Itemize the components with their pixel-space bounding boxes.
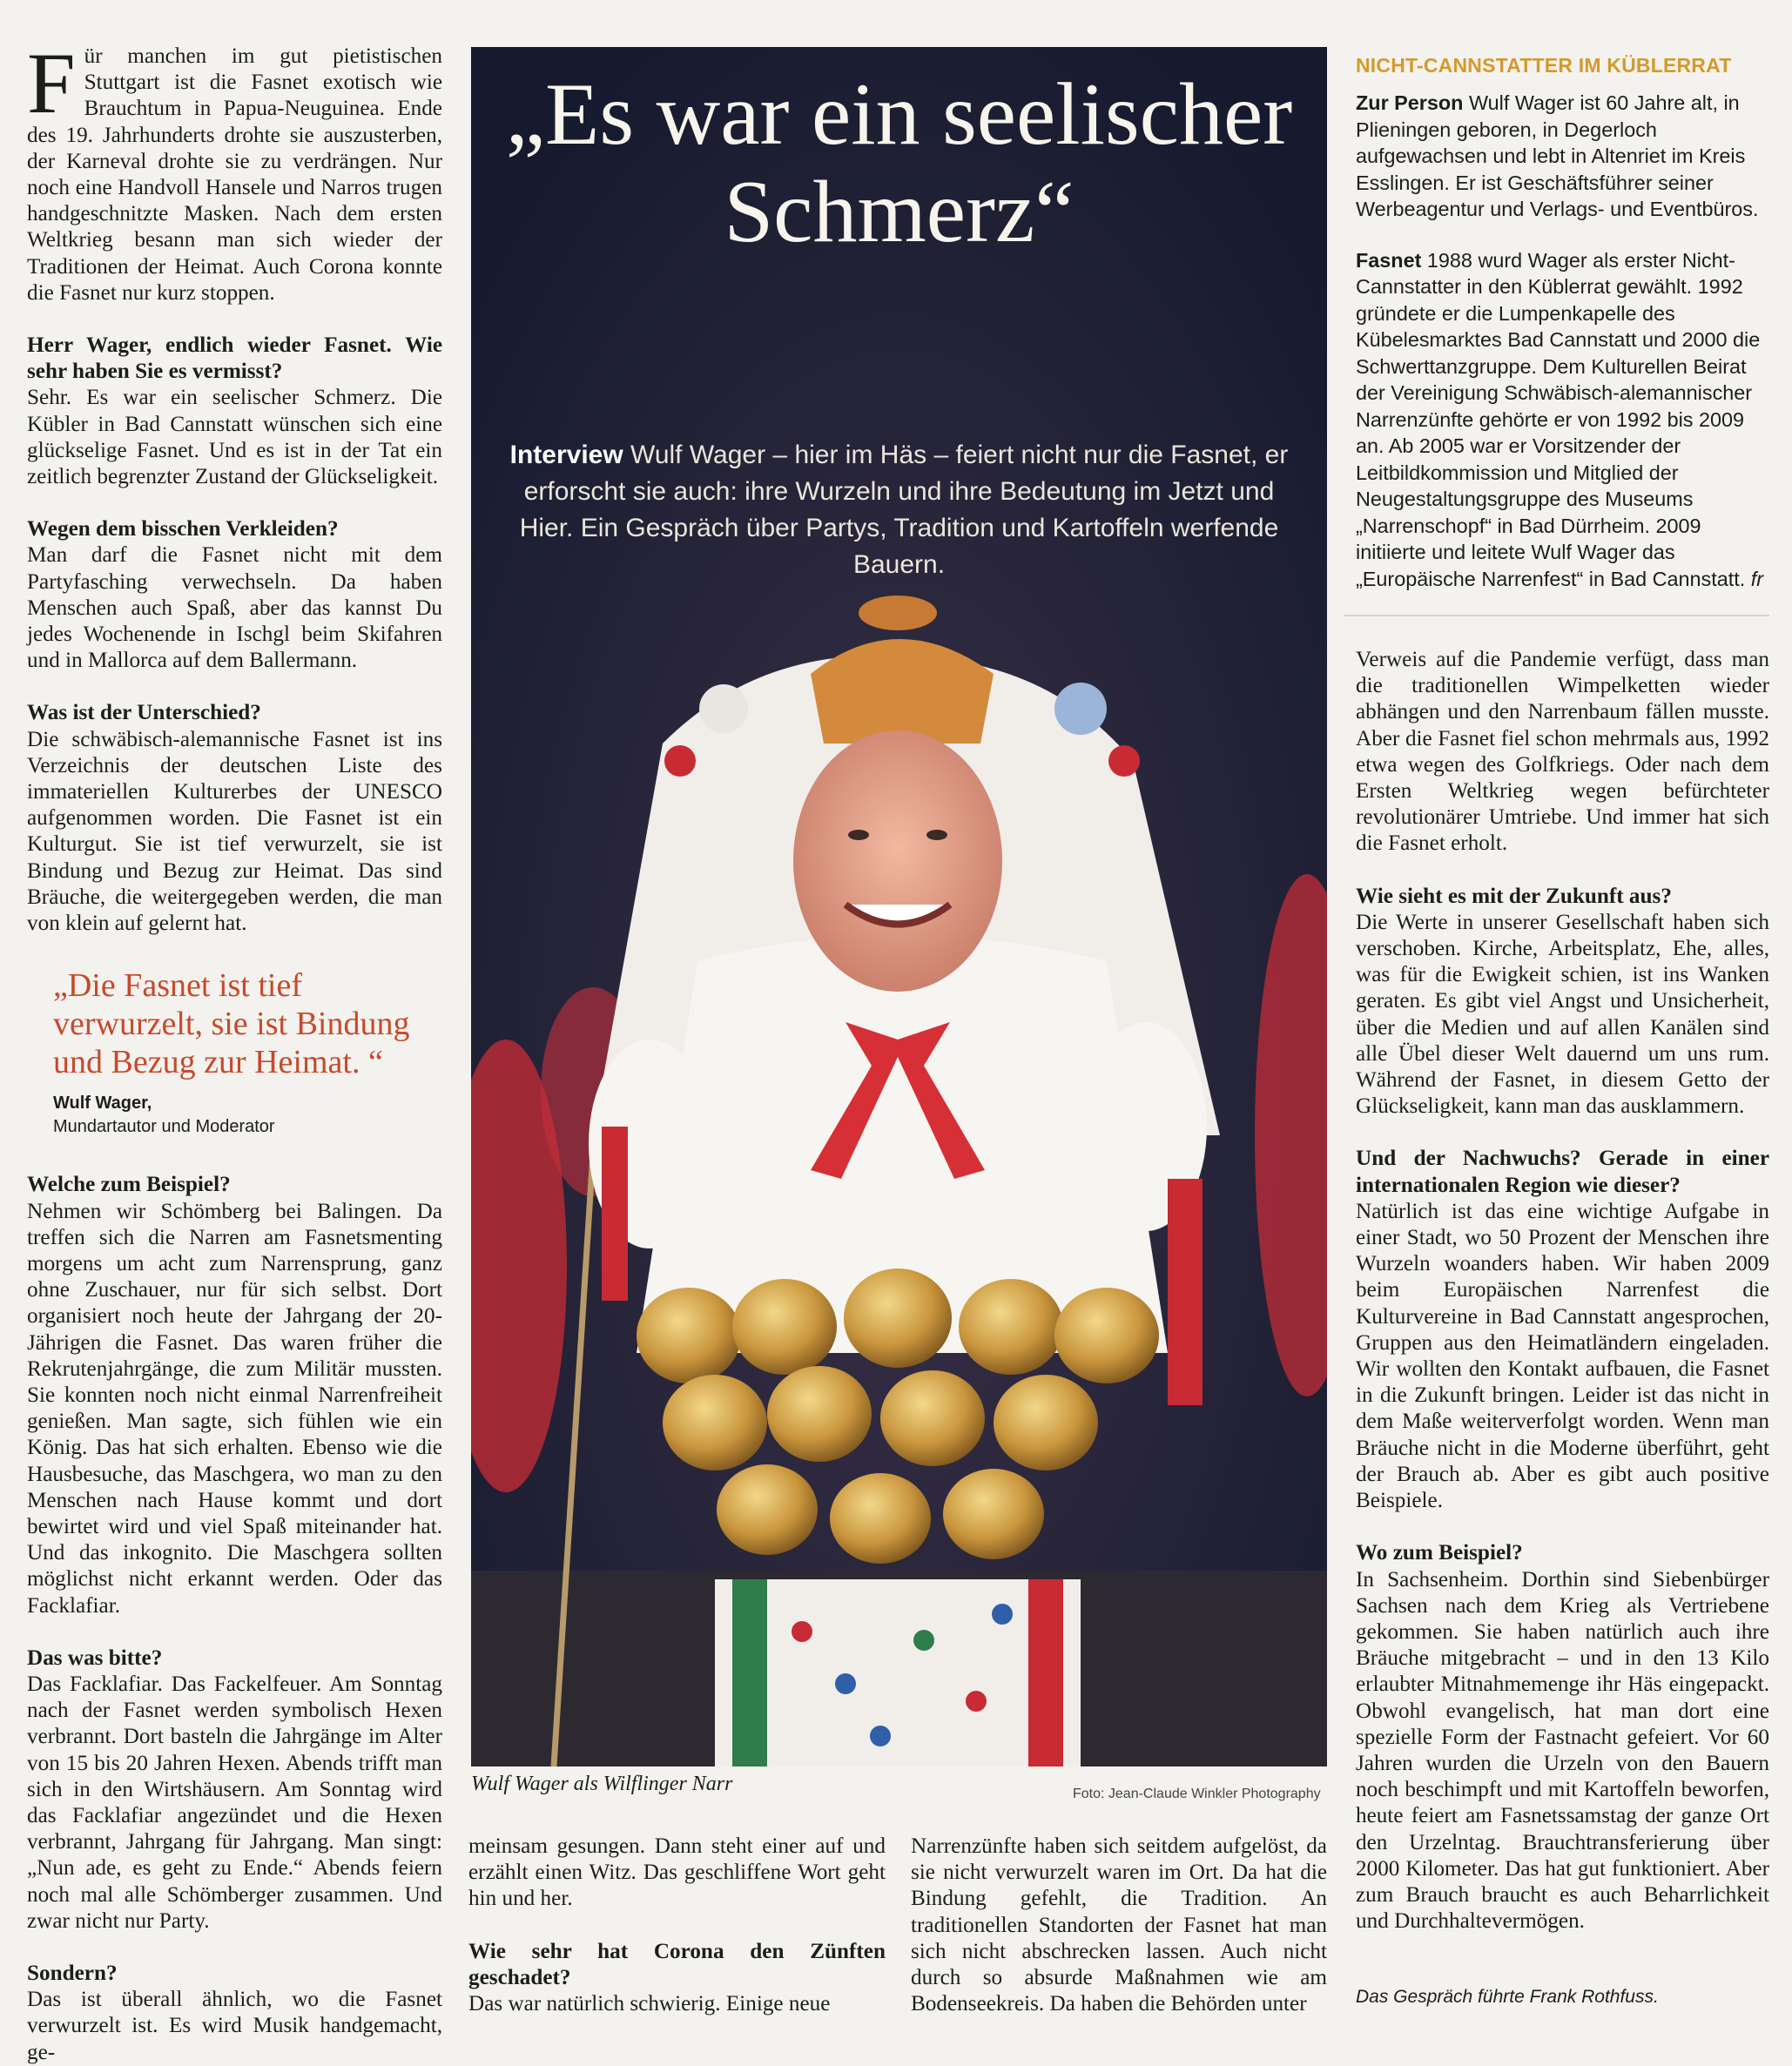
info-person: Zur Person Wulf Wager ist 60 Jahre alt, in Plieningen geboren, in Degerloch aufgewachsen und lebt in Altenriet im Kreis Esslingen. Er ist Geschäftsführer seiner Werbeagentur und Verlags- und Eventbüros.	[1356, 91, 1759, 220]
narr-portrait-illustration	[471, 47, 1327, 1767]
continued-text: meinsam gesungen. Dann steht einer auf und erzählt einen Witz. Das geschliffene Wort geht hin und her.	[468, 1834, 886, 1911]
question: Welche zum Beispiel?	[27, 1173, 231, 1197]
divider	[1344, 615, 1769, 616]
teaser	[506, 437, 1292, 583]
answer: Die Werte in unserer Gesellschaft haben sich verschoben. Kirche, Arbeitsplatz, Ehe, alles, was für die Ewigkeit schien, ist ins Wanken geraten. Es gibt viel Angst und Unsicherheit, über die Medien und auf allen Kanälen sind alle Übel dieser Welt dauernd um uns rum. Während der Fasnet, in diesem Getto der Glückseligkeit, kann man das ausklammern.	[1356, 910, 1769, 1119]
answer: Das Facklafiar. Das Fackelfeuer. Am Sonntag nach der Fasnet werden symbolisch Hexen verbrannt. Dort basteln die Jahrgänge im Alter von 15 bis 20 Jahren Hexen. Abends trifft man sich in den Wirtshäusern. Am Sonntag wird das Facklafiar angezündet und die Hexen verbrannt, Jahrgang für Jahrgang. Man singt: „Nun ade, es geht zu Ende.“ Abends feiern noch mal alle Schömberger zusammen. Und zwar nicht nur Party.	[27, 1672, 442, 1933]
question: Wie sieht es mit der Zukunft aus?	[1356, 884, 1672, 908]
question: Sondern?	[27, 1961, 118, 1985]
info-label: Fasnet	[1356, 248, 1422, 272]
answer: Das ist überall ähnlich, wo die Fasnet verwurzelt ist. Es wird Musik handgemacht, ge-	[27, 1988, 442, 2064]
info-box	[1356, 54, 1769, 616]
pull-quote	[27, 966, 442, 1137]
bottom-middle-right-column	[911, 1834, 1327, 2017]
question: Was ist der Unterschied?	[27, 701, 261, 725]
question: Herr Wager, endlich wieder Fasnet. Wie sehr haben Sie es vermisst?	[27, 333, 442, 384]
intro-paragraph: Für manchen im gut pietistischen Stuttgart ist die Fasnet exotisch wie Brauchtum in Papua-Neuguinea. Ende des 19. Jahrhunderts drohte sie auszusterben, der Karneval drohte sie zu verdrängen. Nur noch eine Handvoll Hansele und Narros trugen handgeschnitzte Masken. Nach dem ersten Weltkrieg besann man sich wieder der Traditionen der Heimat. Auch Corona konnte die Fasnet nur kurz stoppen.	[27, 35, 442, 305]
pull-quote-text: „Die Fasnet ist tief verwurzelt, sie ist Bindung und Bezug zur Heimat. “	[53, 967, 410, 1081]
question: Wegen dem bisschen Verkleiden?	[27, 517, 339, 542]
hero-photo	[471, 47, 1327, 1767]
answer: In Sachsenheim. Dorthin sind Siebenbürger Sachsen nach dem Krieg als Vertriebene gekommen. Sie haben natürlich auch ihre Bräuche mitgebracht – und in den 13 Kilo erlaubter Mitnahmemenge ihr Häs eingepackt. Obwohl evangelisch, hat man dort eine spezielle Form der Fastnacht gefeiert. Vor 60 Jahren wurden die Urzeln von den Bauern noch beschimpft und mit Kartoffeln beworfen, heute feiert am Fasnetssamstag der ganze Ort den Urzelntag. Brauchtransferierung über 2000 Kilometer. Das hat gut funktioniert. Aber zum Brauch braucht es auch Beharrlichkeit und Durchhaltevermögen.	[1356, 1567, 1769, 1934]
answer: Sehr. Es war ein seelischer Schmerz. Die Kübler in Bad Cannstatt wünschen sich eine glückselige Fasnet. Und es ist in der Tat ein zeitlich begrenzter Zustand der Glückseligkeit.	[27, 386, 442, 489]
right-column	[1356, 647, 1769, 1935]
question: Das was bitte?	[27, 1645, 163, 1670]
answer: Natürlich ist das eine wichtige Aufgabe in einer Stadt, wo 50 Prozent der Menschen ihre Wurzeln woanders haben. Wir haben 2009 beim Europäischen Narrenfest die Kulturvereine in Bad Cannstatt angesprochen, Gruppen aus den Heimatländern eingeladen. Wir wollten den Kontakt aufbauen, die Fasnet in die Zukunft bringen. Leider ist das nicht in dem Maße weiterverfolgt worden. Wenn man Bräuche nicht in die Moderne überführt, geht der Brauch ab. Aber es gibt auch positive Beispiele.	[1356, 1199, 1769, 1513]
info-credit: fr	[1750, 567, 1764, 590]
signoff: Das Gespräch führte Frank Rothfuss.	[1356, 1987, 1659, 2007]
pull-quote-author: Wulf Wager,	[53, 1094, 152, 1114]
headline: „Es war ein seelischer Schmerz“	[505, 65, 1293, 261]
question: Wie sehr hat Corona den Zünften geschadet?	[468, 1939, 886, 1989]
info-kicker: NICHT-CANNSTATTER IM KÜBLERRAT	[1356, 54, 1732, 77]
question: Wo zum Beispiel?	[1356, 1541, 1523, 1565]
teaser-label: Interview	[509, 441, 623, 469]
photo-credit: Foto: Jean-Claude Winkler Photography	[1073, 1787, 1321, 1801]
photo-caption: Wulf Wager als Wilflinger Narr	[471, 1773, 733, 1795]
continued-text: Verweis auf die Pandemie verfügt, dass man die traditionellen Wimpelketten wieder abhängen und den Narrenbaum fällen musste. Aber die Fasnet fiel schon mehrmals aus, 1992 etwa wegen des Golfkriegs. Oder nach dem Ersten Weltkrieg wegen befürchteter revolutionärer Umtriebe. Und immer hat sich die Fasnet erholt.	[1356, 648, 1769, 856]
dropcap: F	[27, 35, 76, 131]
answer: Die schwäbisch-alemannische Fasnet ist ins Verzeichnis der deutschen Liste des immateriellen Kulturerbes der UNESCO aufgenommen worden. Die Fasnet ist ein Kulturgut. Sie ist tief verwurzelt, sie ist Bindung und Bezug zur Heimat. Das sind Bräuche, die weitergegeben werden, die man von klein auf gelernt hat.	[27, 727, 442, 936]
answer: Das war natürlich schwierig. Einige neue	[468, 1992, 831, 2016]
question: Und der Nachwuchs? Gerade in einer internationalen Region wie dieser?	[1356, 1147, 1769, 1197]
info-fasnet: Fasnet 1988 wurd Wager als erster Nicht-Cannstatter in den Küblerrat gewählt. 1992 gründete er die Lumpenkapelle des Kübelesmarktes Bad Cannstatt und 2000 die Schwerttanzgruppe. Dem Kulturellen Beirat der Vereinigung Schwäbisch-alemannischer Narrenzünfte gehörte er von 1992 bis 2009 an. Ab 2005 war er Vorsitzender der Leitbildkommission und Mitglied der Neugestaltungsgruppe des Museums „Narrenschopf“ in Bad Dürrheim. 2009 initiierte und leitete Wulf Wager das „Europäische Narrenfest“ in Bad Cannstatt. fr	[1356, 248, 1764, 590]
bottom-middle-left-column	[468, 1834, 886, 2017]
answer: Man darf die Fasnet nicht mit dem Partyfasching verwechseln. Da haben Menschen auch Spaß, aber das kannst Du jedes Wochenende in Ischgl beim Skifahren und in Mallorca auf dem Ballermann.	[27, 543, 442, 673]
teaser-text: Wulf Wager – hier im Häs – feiert nicht nur die Fasnet, er erforscht sie auch: ihre Wurzeln und ihre Bedeutung im Jetzt und Hier. Ein Gespräch über Partys, Tradition und Kartoffeln werfende Bauern.	[519, 441, 1289, 579]
continued-text: Narrenzünfte haben sich seitdem aufgelöst, da sie nicht verwurzelt waren im Ort. Da hat die Bindung gefehlt, die Tradition. An traditionellen Standorten der Fasnet hat man sich nicht abschrecken lassen. Auch nicht durch so absurde Maßnahmen wie am Bodenseekreis. Da haben die Behörden unter	[911, 1834, 1327, 2016]
answer: Nehmen wir Schömberg bei Balingen. Da treffen sich die Narren am Fasnetsmenting morgens um acht zum Narrensprung, ganz ohne Zuschauer, nur für sich selbst. Dort organisiert noch heute der Jahrgang der 20-Jährigen die Fasnet. Das waren früher die Rekrutenjahrgänge, die zum Militär mussten. Sie konnten noch nicht einmal Narrenfreiheit genießen. Man sagte, sich fühlen wie ein König. Das hat sich erhalten. Ebenso wie die Hausbesuche, das Maschgera, wo man zu den Menschen nach Hause kommt und dort bewirtet wird und viel Spaß miteinander hat. Und das inkognito. Die Maschgera sollten möglichst nicht erkannt werden. Oder das Facklafiar.	[27, 1199, 442, 1618]
info-label: Zur Person	[1356, 91, 1464, 114]
left-column	[27, 35, 442, 2066]
pull-quote-role: Mundartautor und Moderator	[53, 1117, 275, 1137]
